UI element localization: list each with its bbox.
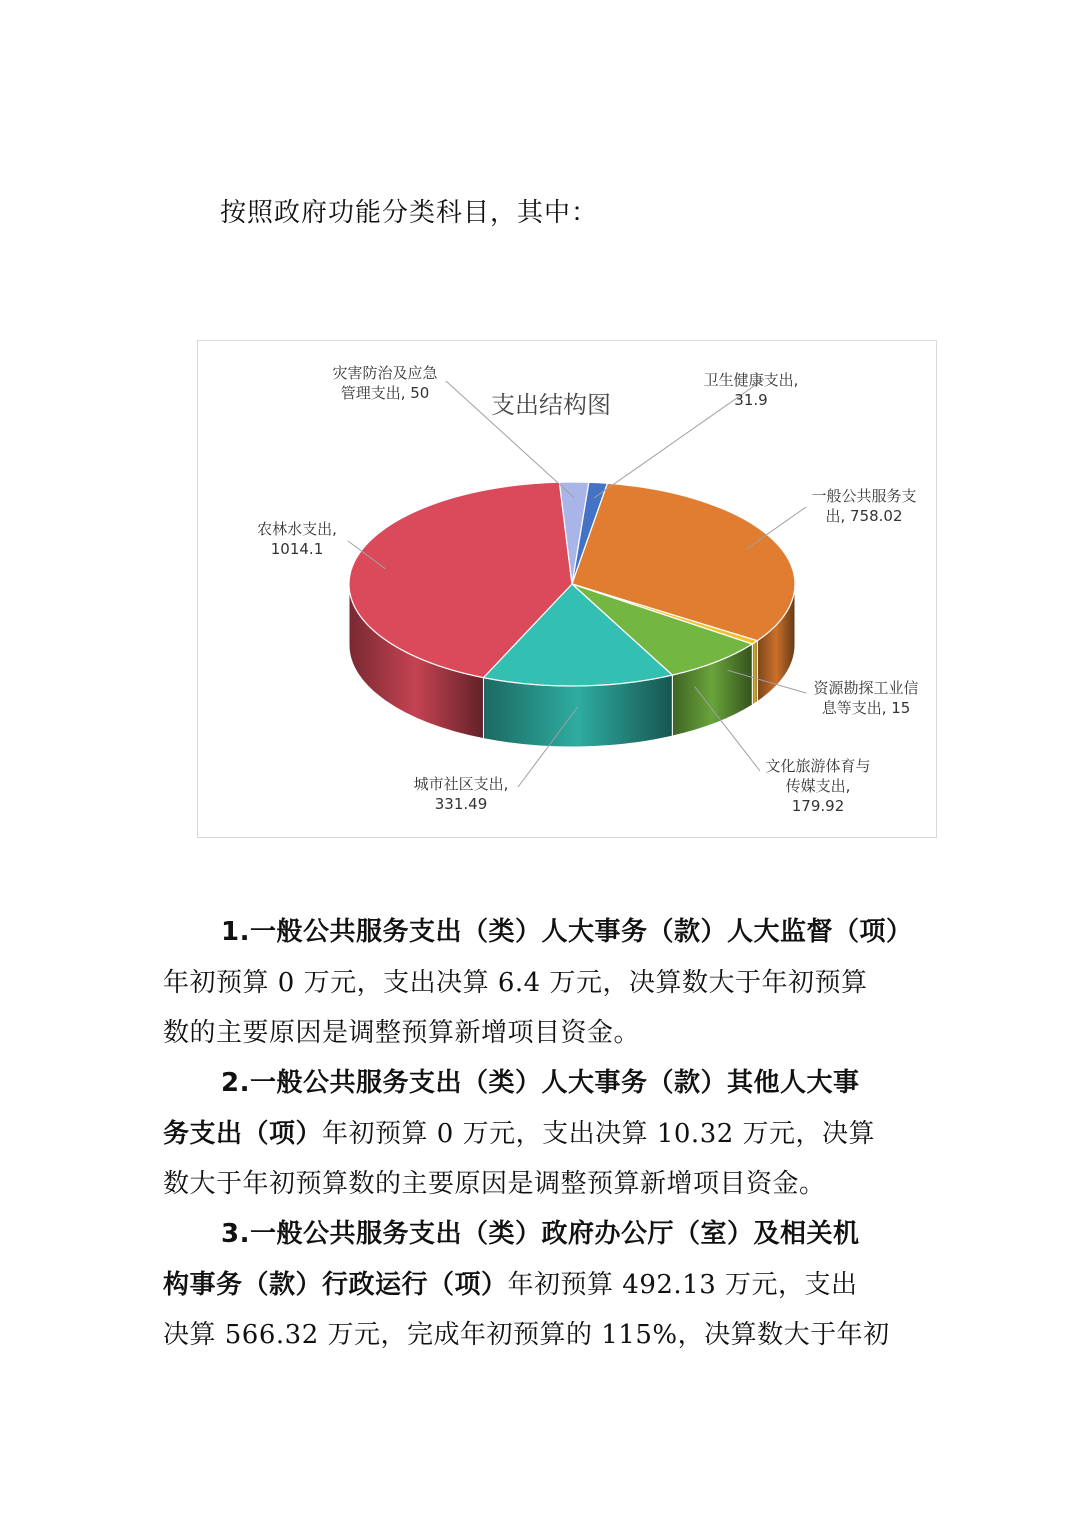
paragraph-line (163, 1310, 915, 1361)
body-text: 决算 566.32 万元，完成年初预算的 115%，决算数大于年初 (163, 1320, 890, 1350)
slice-文化旅游体育与传媒支出-label: 文化旅游体育与传媒支出, 179.92 (765, 757, 871, 815)
bold-heading-text: 构事务（款）行政运行（项） (163, 1269, 508, 1300)
chart-title: 支出结构图 (491, 391, 611, 419)
paragraph-line (163, 1058, 915, 1109)
paragraph-line (163, 1209, 915, 1260)
bold-heading-text: 1.一般公共服务支出（类）人大事务（款）人大监督（项） (221, 917, 913, 947)
paragraph-line (163, 1159, 915, 1210)
paragraph-line (163, 1260, 915, 1311)
body-text: 数的主要原因是调整预算新增项目资金。 (163, 1018, 641, 1048)
paragraph-line (163, 907, 915, 958)
paragraph-line (163, 1109, 915, 1160)
slice-城市社区支出-label: 城市社区支出, 331.49 (413, 775, 509, 813)
paragraph-line (163, 958, 915, 1009)
pie-chart-frame (197, 340, 937, 838)
slice-卫生健康支出-label: 卫生健康支出, 31.9 (703, 371, 799, 409)
intro-text: 按照政府功能分类科目，其中： (220, 198, 599, 228)
pie-top-faces (349, 482, 795, 686)
paragraph-2 (163, 1058, 915, 1210)
slice-灾害防治及应急管理支出-label: 灾害防治及应急管理支出, 50 (332, 364, 438, 402)
slice-一般公共服务支出-label: 一般公共服务支出, 758.02 (811, 487, 917, 525)
body-text: 年初预算 0 万元，支出决算 10.32 万元，决算 (322, 1118, 876, 1149)
paragraph-3 (163, 1209, 915, 1361)
slice-农林水支出-label: 农林水支出, 1014.1 (257, 520, 337, 558)
paragraph-1 (163, 907, 915, 1059)
bold-heading-text: 2.一般公共服务支出（类）人大事务（款）其他人大事 (221, 1068, 860, 1098)
bold-heading-text: 务支出（项） (163, 1118, 323, 1149)
slice-资源勘探工业信息等支出-label: 资源勘探工业信息等支出, 15 (813, 679, 919, 717)
pie-chart (198, 341, 936, 837)
bold-heading-text: 3.一般公共服务支出（类）政府办公厅（室）及相关机 (221, 1219, 860, 1249)
body-text: 年初预算 0 万元，支出决算 6.4 万元，决算数大于年初预算 (163, 967, 868, 998)
paragraph-line (163, 1008, 915, 1059)
slice-资源勘探工业信息等支出-side (752, 641, 757, 705)
body-text: 数大于年初预算数的主要原因是调整预算新增项目资金。 (163, 1169, 826, 1199)
body-text: 年初预算 492.13 万元，支出 (507, 1269, 858, 1300)
